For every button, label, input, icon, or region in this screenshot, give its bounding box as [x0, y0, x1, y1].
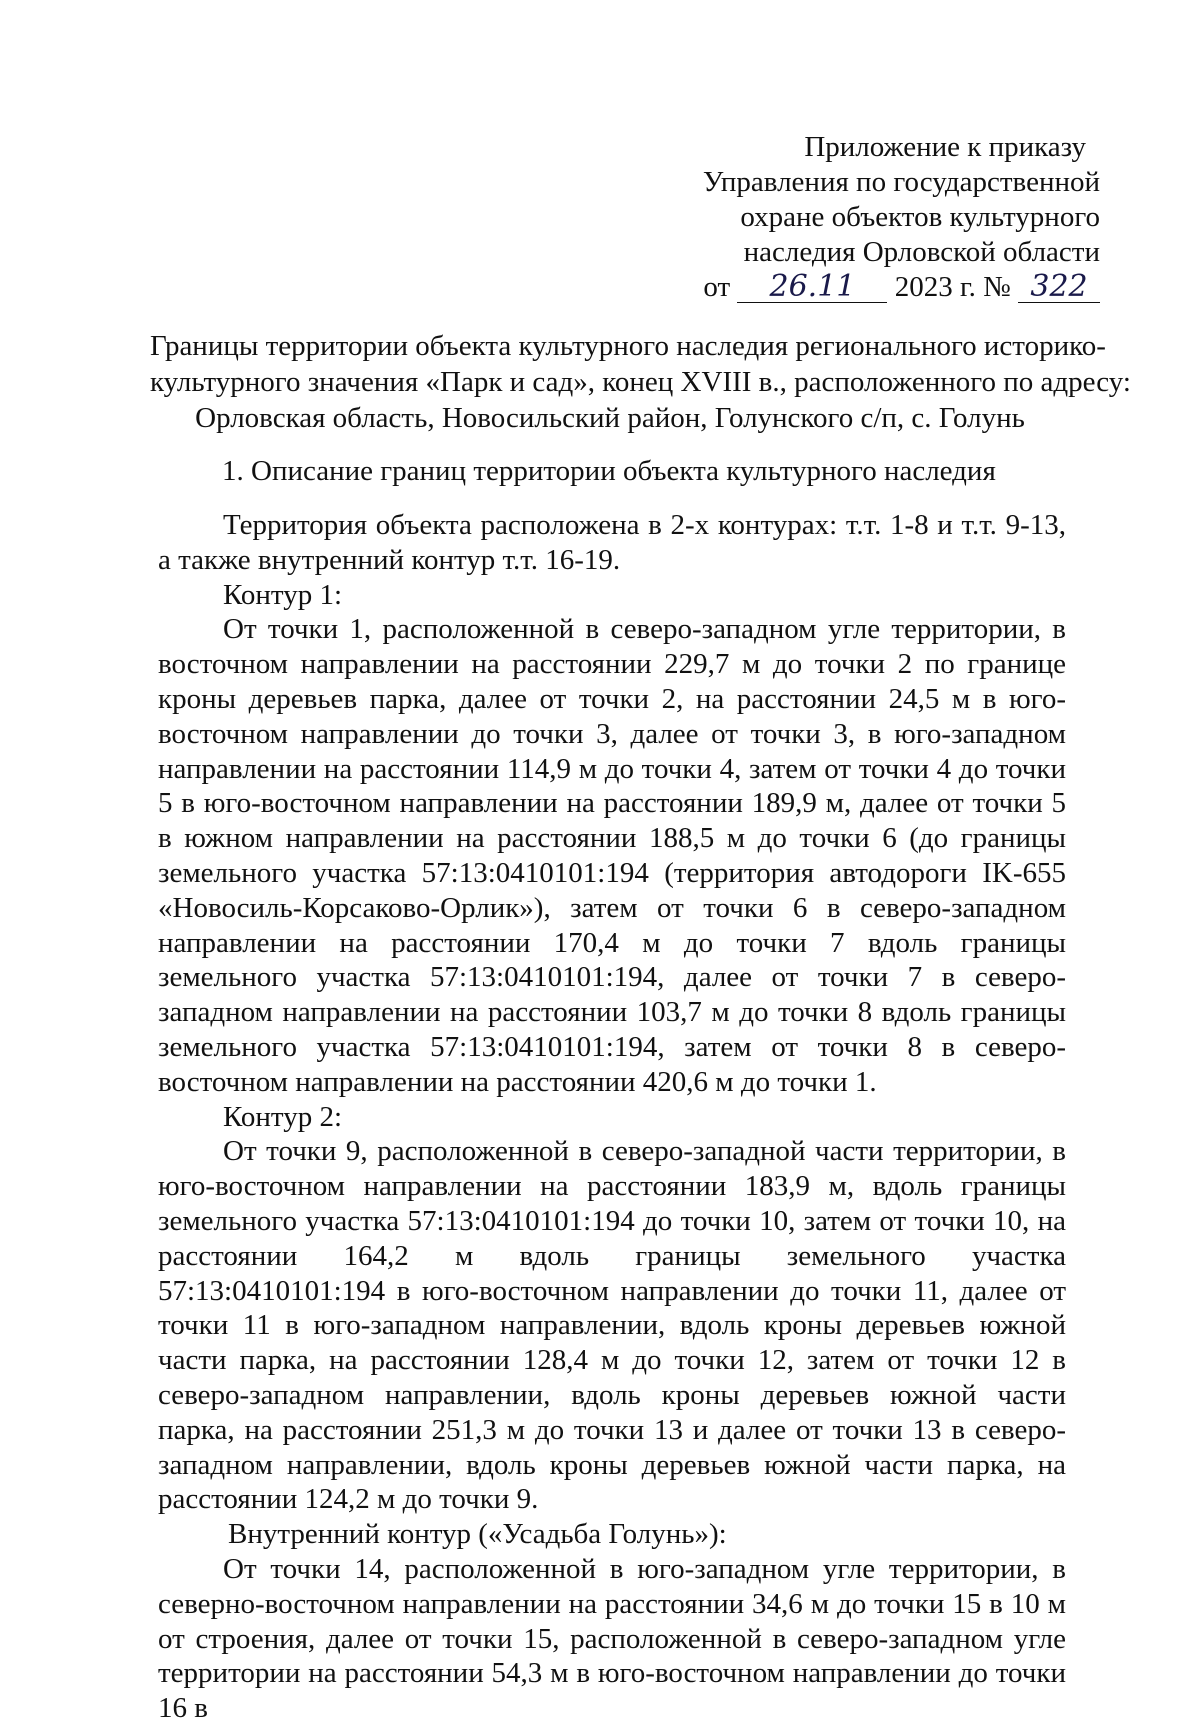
document-title [150, 328, 1131, 436]
handwritten-date: 26.11 [737, 272, 887, 303]
handwritten-order-number: 322 [1018, 272, 1100, 303]
contour-2-description: От точки 9, расположенной в северо-западной части территории, в юго-восточном направлении на расстоянии 183,9 м, вдоль границы земельного участка 57:13:0410101:194 до точки 10, затем от точки 10, на расстоянии 164,2 м вдоль границы земельного участка 57:13:0410101:194 в юго-восточном направлении до точки 11, далее от точки 11 в юго-западном направлении, вдоль кроны деревьев южной части парка, на расстоянии 128,4 м до точки 12, затем от точки 12 в северо-западном направлении, вдоль кроны деревьев южной части парка, на расстоянии 251,3 м до точки 13 и далее от точки 13 в северо-западном направлении, вдоль кроны деревьев южной части парка, на расстоянии 124,2 м до точки 9. [158, 1135, 1066, 1516]
contour-1-description: От точки 1, расположенной в северо-западном угле территории, в восточном направлении на расстоянии 229,7 м до точки 2 по границе кроны деревьев парка, далее от точки 2, на расстоянии 24,5 м в юго-восточном направлении до точки 3, далее от точки 3, в юго-западном направлении на расстоянии 114,9 м до точки 4, затем от точки 4 до точки 5 в юго-восточном направлении на расстоянии 189,9 м, далее от точки 5 в южном направлении на расстоянии 188,5 м до точки 6 (до границы земельного участка 57:13:0410101:194 (территория автодороги IK-655 «Новосиль-Корсаково-Орлик»), затем от точки 6 в северо-западном направлении на расстоянии 170,4 м до точки 7 вдоль границы земельного участка 57:13:0410101:194, далее от точки 7 в северо-западном направлении на расстоянии 103,7 м до точки 8 вдоль границы земельного участка 57:13:0410101:194, затем от точки 8 в северо-восточном направлении на расстоянии 420,6 м до точки 1. [158, 613, 1066, 1098]
appendix-line-4: наследия Орловской области [743, 236, 1100, 268]
date-prefix: от [703, 271, 731, 303]
document-body [158, 508, 1066, 1726]
inner-contour-description: От точки 14, расположенной в юго-западном угле территории, в северно-восточном направлении на расстоянии 34,6 м до точки 15 в 10 м от строения, далее от точки 15, расположенной в северо-западном угле территории на расстоянии 54,3 м в юго-восточном направлении до точки 16 в [158, 1552, 1066, 1725]
title-line-1: Границы территории объекта культурного наследия регионального историко- [150, 330, 1106, 362]
title-line-3: Орловская область, Новосильский район, Голунского с/п, с. Голунь [195, 402, 1025, 434]
order-date-line [640, 270, 1100, 305]
appendix-line-2: Управления по государственной [702, 166, 1100, 198]
intro-paragraph: Территория объекта расположена в 2-х контурах: т.т. 1-8 и т.т. 9-13, а также внутренний контур т.т. 16-19. [158, 509, 1066, 576]
contour-1-heading: Контур 1: [223, 578, 343, 611]
title-line-2: культурного значения «Парк и сад», конец XVIII в., расположенного по адресу: [150, 366, 1131, 398]
section-heading: 1. Описание границ территории объекта культурного наследия [222, 455, 996, 487]
inner-contour-heading: Внутренний контур («Усадьба Голунь»): [228, 1518, 727, 1551]
contour-2-heading: Контур 2: [223, 1100, 343, 1133]
appendix-header [640, 130, 1100, 305]
appendix-line-3: охране объектов культурного [740, 201, 1100, 233]
appendix-line-1: Приложение к приказу [804, 131, 1086, 163]
year-and-number-label: 2023 г. № [894, 271, 1011, 303]
